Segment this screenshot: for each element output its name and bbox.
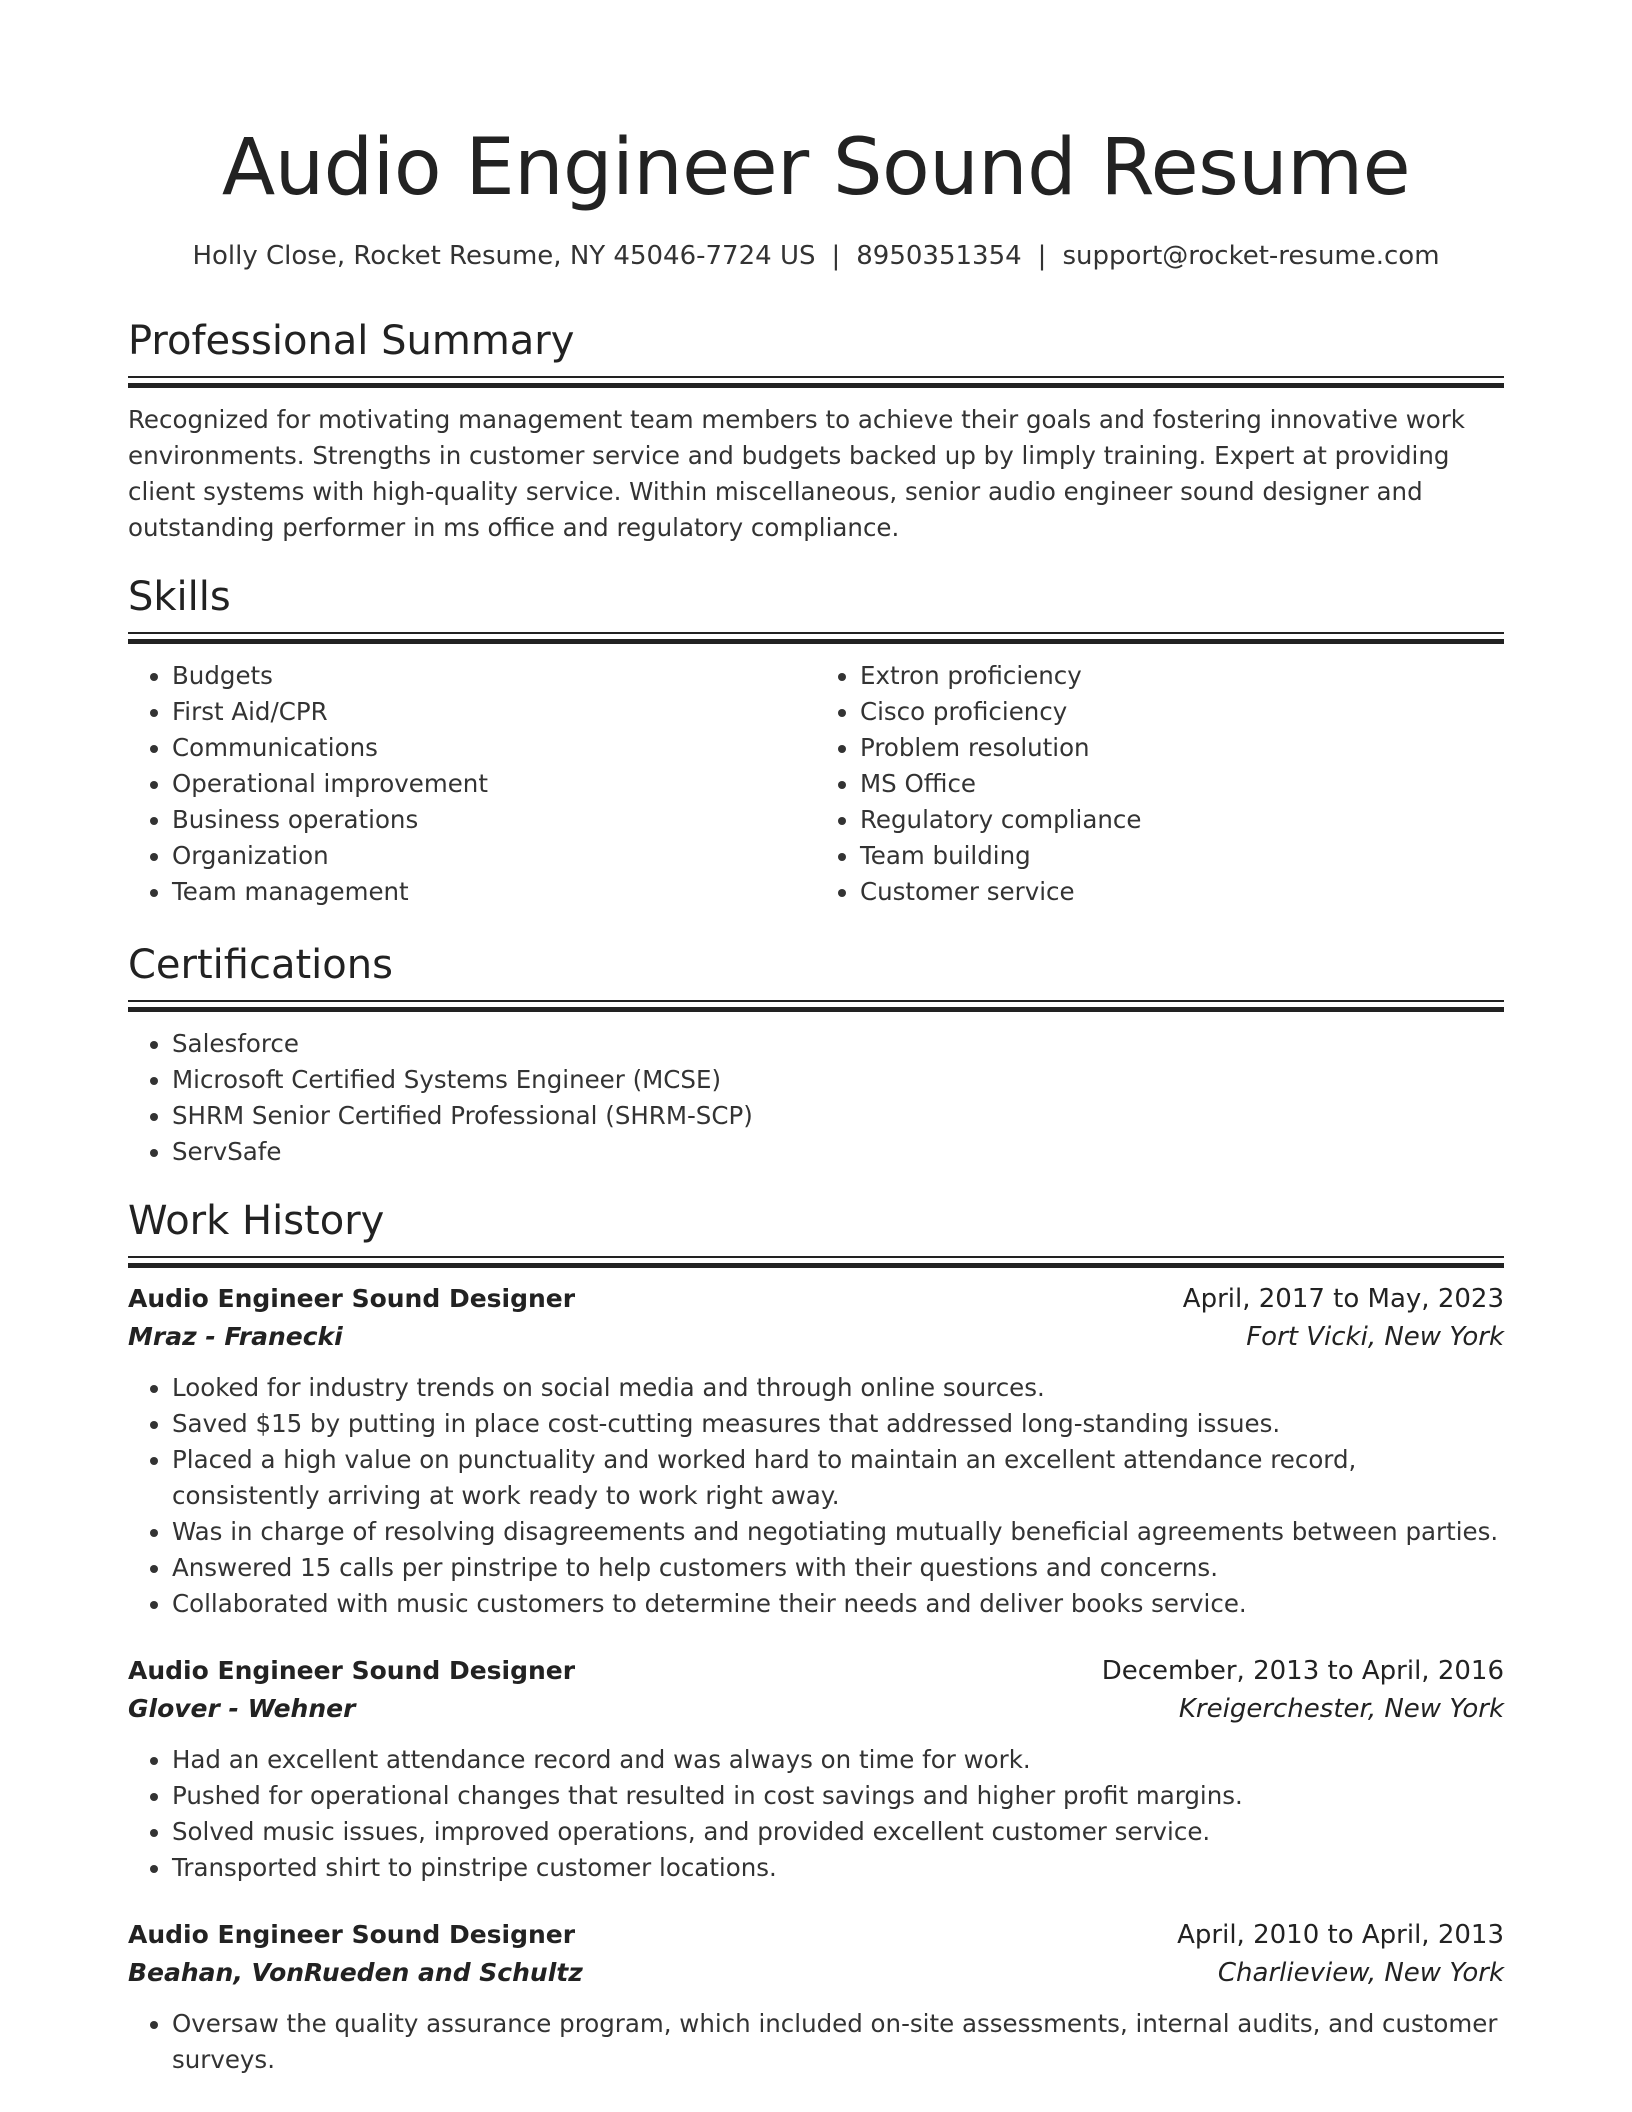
skill-item: • Organization: [172, 838, 816, 874]
job-bullet: • Collaborated with music customers to determine their needs and deliver books service.: [172, 1586, 1504, 1622]
job-title: Audio Engineer Sound Designer: [128, 1284, 576, 1313]
skill-item: • Team building: [860, 838, 1504, 874]
skills-section: [128, 572, 1504, 910]
section-divider: [128, 1256, 1504, 1266]
job-location: Kreigerchester, New York: [1178, 1694, 1504, 1724]
job-dates: December, 2013 to April, 2016: [1101, 1656, 1504, 1686]
skill-item: • Cisco proficiency: [860, 694, 1504, 730]
job-location: Charlieview, New York: [1217, 1958, 1504, 1988]
section-title: Professional Summary: [128, 318, 575, 364]
section-title: Work History: [128, 1198, 385, 1244]
work-history-section: [128, 1196, 1504, 2078]
skill-item: • Problem resolution: [860, 730, 1504, 766]
certification-item: • Microsoft Certified Systems Engineer (MCSE): [172, 1062, 1504, 1098]
skill-item: • MS Office: [860, 766, 1504, 802]
section-title: Certifications: [128, 942, 393, 988]
job-entry: [128, 1280, 1504, 1622]
skills-list-right: [816, 658, 1504, 910]
job-entry: [128, 1652, 1504, 1886]
section-divider: [128, 376, 1504, 386]
job-bullet: • Placed a high value on punctuality and worked hard to maintain an excellent attendance record, consistently arriving at work ready to work right away.: [172, 1442, 1504, 1514]
job-bullet: • Transported shirt to pinstripe customer locations.: [172, 1850, 1504, 1886]
job-dates: April, 2017 to May, 2023: [1182, 1284, 1504, 1314]
job-company: Mraz - Franecki: [128, 1322, 343, 1351]
job-bullets: [128, 1370, 1504, 1622]
job-bullet: • Oversaw the quality assurance program, which included on-site assessments, internal audits, and customer surveys.: [172, 2006, 1504, 2078]
job-subheader: [128, 1954, 1504, 1992]
job-header: [128, 1916, 1504, 1954]
certifications-list: [128, 1026, 1504, 1170]
job-bullet: • Answered 15 calls per pinstripe to help customers with their questions and concerns.: [172, 1550, 1504, 1586]
skill-item: • Business operations: [172, 802, 816, 838]
job-subheader: [128, 1690, 1504, 1728]
job-dates: April, 2010 to April, 2013: [1177, 1920, 1504, 1950]
job-entry: [128, 1916, 1504, 2078]
job-title: Audio Engineer Sound Designer: [128, 1656, 576, 1685]
contact-email[interactable]: support@rocket-resume.com: [1062, 241, 1440, 271]
summary-text: Recognized for motivating management team members to achieve their goals and fostering innovative work environments. Strengths in customer service and budgets backed up by limply training. Expert at providing client systems with high-quality service. Within miscellaneous, senior audio engineer sound designer and outstanding performer in ms office and regulatory compliance.: [128, 405, 1465, 542]
job-bullets: [128, 1742, 1504, 1886]
job-location: Fort Vicki, New York: [1246, 1322, 1504, 1352]
section-divider: [128, 1000, 1504, 1010]
job-bullet: • Solved music issues, improved operations, and provided excellent customer service.: [172, 1814, 1504, 1850]
contact-separator: |: [1037, 241, 1047, 271]
job-subheader: [128, 1318, 1504, 1356]
contact-phone: 8950351354: [856, 241, 1022, 271]
skill-item: • Regulatory compliance: [860, 802, 1504, 838]
certification-item: • ServSafe: [172, 1134, 1504, 1170]
contact-separator: |: [831, 241, 841, 271]
resume-title: Audio Engineer Sound Resume: [221, 123, 1411, 213]
certification-item: • Salesforce: [172, 1026, 1504, 1062]
skill-item: • Operational improvement: [172, 766, 816, 802]
skill-item: • First Aid/CPR: [172, 694, 816, 730]
skill-item: • Extron proficiency: [860, 658, 1504, 694]
summary-section: [128, 316, 1504, 546]
certification-item: • SHRM Senior Certified Professional (SHRM-SCP): [172, 1098, 1504, 1134]
job-bullets: [128, 2006, 1504, 2078]
job-company: Glover - Wehner: [128, 1694, 356, 1723]
job-bullet: • Looked for industry trends on social media and through online sources.: [172, 1370, 1504, 1406]
skills-columns: [128, 658, 1504, 910]
job-title: Audio Engineer Sound Designer: [128, 1920, 576, 1949]
job-header: [128, 1652, 1504, 1690]
certifications-section: [128, 940, 1504, 1170]
skill-item: • Budgets: [172, 658, 816, 694]
section-divider: [128, 632, 1504, 642]
job-header: [128, 1280, 1504, 1318]
job-bullet: • Was in charge of resolving disagreements and negotiating mutually beneficial agreements between parties.: [172, 1514, 1504, 1550]
skill-item: • Team management: [172, 874, 816, 910]
section-title: Skills: [128, 574, 231, 620]
job-bullet: • Saved $15 by putting in place cost-cutting measures that addressed long-standing issues.: [172, 1406, 1504, 1442]
contact-address: Holly Close, Rocket Resume, NY 45046-7724 US: [192, 241, 816, 271]
skill-item: • Communications: [172, 730, 816, 766]
skills-list-left: [128, 658, 816, 910]
contact-line: [0, 238, 1632, 274]
job-company: Beahan, VonRueden and Schultz: [128, 1958, 583, 1987]
skill-item: • Customer service: [860, 874, 1504, 910]
job-bullet: • Had an excellent attendance record and was always on time for work.: [172, 1742, 1504, 1778]
job-bullet: • Pushed for operational changes that resulted in cost savings and higher profit margins.: [172, 1778, 1504, 1814]
